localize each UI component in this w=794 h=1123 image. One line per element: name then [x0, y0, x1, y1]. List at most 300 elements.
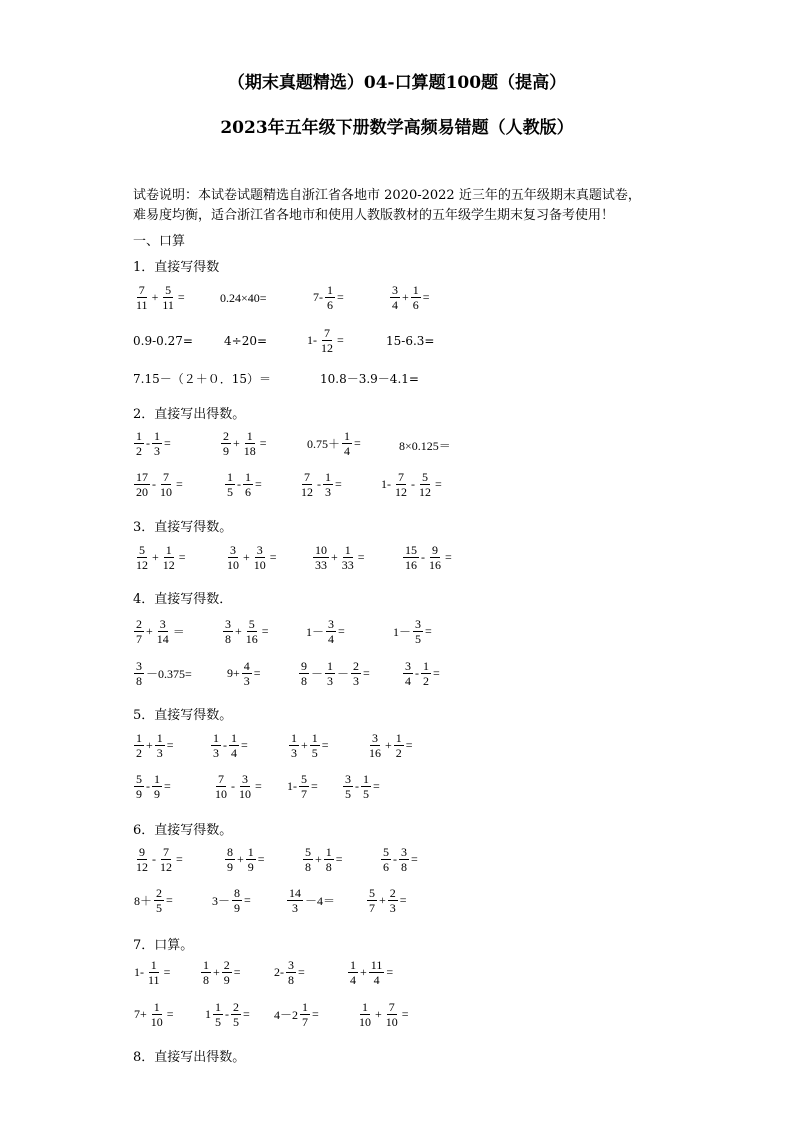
fraction — [223, 617, 233, 646]
fraction-numerator: 1 — [325, 845, 332, 859]
expression — [226, 659, 262, 688]
expression — [224, 470, 263, 499]
fraction — [134, 543, 150, 572]
fraction-numerator: 1 — [327, 283, 333, 297]
expression-text: - — [415, 666, 419, 680]
expression — [380, 470, 443, 499]
fraction-numerator: 5 — [383, 845, 389, 859]
expression-text: = — [337, 290, 344, 304]
expression-text: + — [243, 550, 250, 564]
expression-text: 1- — [307, 333, 317, 347]
fraction-numerator: 3 — [405, 659, 411, 673]
fraction-numerator: 7 — [398, 470, 404, 484]
fraction-numerator: 3 — [372, 731, 378, 745]
expression — [273, 958, 306, 987]
expression-text: = — [435, 477, 442, 491]
expression-text: 8＋ — [134, 894, 153, 908]
fraction-denominator: 11 — [136, 298, 148, 312]
fraction-numerator: 3 — [392, 283, 398, 297]
fraction-denominator: 4 — [328, 632, 335, 646]
fraction-numerator: 1 — [154, 429, 160, 443]
fraction-numerator: 14 — [289, 886, 301, 900]
fraction-denominator: 8 — [225, 632, 231, 646]
question-3-label: 3．直接写得数。 — [133, 520, 233, 535]
fraction-numerator: 1 — [231, 731, 237, 745]
expression-text: = — [166, 738, 174, 752]
expression-text: - — [146, 436, 150, 450]
expression-text: = — [338, 624, 345, 638]
expression: 0.9-0.27= — [133, 334, 193, 348]
expression-text: + — [360, 965, 367, 979]
expression — [133, 429, 172, 458]
expression-text: = — [164, 436, 171, 450]
expression-text: 7- — [313, 290, 323, 304]
expression — [402, 659, 441, 688]
fraction-numerator: 5 — [369, 886, 375, 900]
expression — [286, 886, 336, 915]
fraction-numerator: 1 — [327, 659, 334, 673]
fraction-numerator: 1 — [247, 845, 254, 859]
fraction — [146, 958, 162, 987]
expression — [273, 1000, 320, 1029]
fraction — [324, 845, 334, 874]
expression-text: － — [337, 667, 350, 681]
expression — [342, 772, 381, 801]
fraction-numerator: 1 — [350, 958, 356, 972]
fraction-numerator: 5 — [422, 470, 428, 484]
fraction-denominator: 3 — [327, 674, 334, 688]
fraction — [160, 283, 176, 312]
fraction-numerator: 1 — [362, 1000, 368, 1014]
fraction — [403, 543, 419, 572]
expression — [306, 326, 345, 355]
intro-line-1: 试卷说明：本试卷试题精选自浙江省各地市 2020-2022 近三年的五年级期末真题试卷， — [133, 188, 641, 203]
expression-text: + — [235, 624, 242, 638]
fraction-denominator: 18 — [243, 444, 256, 458]
expression — [298, 470, 343, 499]
expression-text: - — [152, 477, 156, 491]
document-subtitle: 2023年五年级下册数学高频易错题（人教版） — [220, 118, 574, 138]
fraction — [152, 429, 162, 458]
fraction-denominator: 33 — [341, 558, 354, 572]
fraction — [326, 617, 336, 646]
expression-text: = — [373, 779, 380, 793]
fraction — [232, 886, 242, 915]
fraction — [403, 659, 413, 688]
expression-text: = — [422, 290, 430, 304]
fraction-numerator: 1 — [153, 1000, 160, 1014]
expression-text: = — [244, 893, 251, 907]
expression-text: = — [176, 852, 183, 866]
expression — [306, 429, 362, 458]
fraction-denominator: 3 — [389, 901, 396, 915]
fraction-denominator: 3 — [325, 485, 331, 499]
question-5-label: 5．直接写得数。 — [133, 708, 233, 723]
expression-text: = — [386, 965, 394, 979]
expression-text: = — [259, 436, 267, 450]
fraction-numerator: 1 — [136, 731, 142, 745]
expression-text: + — [375, 1007, 382, 1021]
expression-text: = — [354, 436, 361, 450]
fraction-numerator: 3 — [159, 617, 166, 631]
expression — [133, 470, 184, 499]
fraction-denominator: 4 — [405, 674, 411, 688]
fraction — [310, 731, 320, 760]
expression-text: + — [152, 550, 159, 564]
fraction — [213, 772, 229, 801]
fraction-numerator: 2 — [223, 429, 229, 443]
fraction — [201, 958, 211, 987]
fraction-numerator: 3 — [225, 617, 231, 631]
fraction — [158, 470, 174, 499]
fraction-denominator: 9 — [227, 860, 233, 874]
expression-text: = — [166, 1007, 174, 1021]
expression-text: - — [146, 779, 150, 793]
fraction-denominator: 10 — [385, 1015, 398, 1029]
fraction-denominator: 12 — [321, 341, 333, 355]
expression-text: + — [402, 290, 409, 304]
fraction — [213, 1000, 223, 1029]
fraction — [384, 1000, 400, 1029]
expression — [133, 543, 187, 572]
fraction-denominator: 12 — [419, 485, 431, 499]
fraction — [222, 958, 232, 987]
fraction — [343, 772, 353, 801]
expression-text: = — [401, 1007, 409, 1021]
expression — [133, 731, 175, 760]
fraction-numerator: 1 — [156, 731, 163, 745]
expression-text: 1 — [205, 1007, 211, 1021]
fraction-denominator: 4 — [344, 444, 351, 458]
expression-text: + — [385, 738, 392, 752]
expression — [302, 845, 344, 874]
fraction-denominator: 7 — [136, 632, 142, 646]
fraction-denominator: 5 — [227, 485, 233, 499]
expression-text: - — [393, 852, 397, 866]
fraction — [231, 1000, 241, 1029]
expression — [389, 283, 431, 312]
expression-text: = — [335, 477, 342, 491]
fraction-denominator: 5 — [311, 746, 318, 760]
fraction — [237, 772, 253, 801]
fraction-numerator: 4 — [243, 659, 250, 673]
expression-text: = — [445, 550, 452, 564]
fraction-denominator: 16 — [245, 632, 258, 646]
fraction — [427, 543, 443, 572]
fraction — [390, 283, 400, 312]
fraction-numerator: 1 — [423, 659, 429, 673]
fraction-denominator: 6 — [245, 485, 251, 499]
fraction-numerator: 1 — [150, 958, 157, 972]
fraction-numerator: 7 — [218, 772, 224, 786]
fraction — [340, 543, 356, 572]
fraction-numerator: 5 — [165, 283, 172, 297]
fraction-numerator: 1 — [215, 1000, 221, 1014]
fraction-denominator: 16 — [405, 558, 417, 572]
fraction-denominator: 10 — [359, 1015, 371, 1029]
expression-text: + — [233, 436, 240, 450]
expression — [222, 617, 270, 646]
expression — [366, 886, 408, 915]
expression-text: = — [176, 477, 183, 491]
expression-text: = — [321, 738, 329, 752]
expression-text: - — [152, 852, 156, 866]
expression-text: + — [301, 738, 308, 752]
fraction-denominator: 9 — [234, 901, 241, 915]
fraction — [381, 845, 391, 874]
expression-text: 1－ — [393, 625, 412, 639]
fraction-numerator: 1 — [311, 731, 318, 745]
expression-text: + — [146, 624, 153, 638]
fraction-numerator: 1 — [344, 429, 351, 443]
fraction — [325, 283, 335, 312]
fraction-denominator: 16 — [429, 558, 441, 572]
expression-text: = — [261, 624, 269, 638]
fraction-denominator: 12 — [136, 558, 148, 572]
expression-text: = — [164, 779, 171, 793]
fraction — [134, 283, 150, 312]
fraction-numerator: 10 — [315, 543, 327, 557]
fraction-denominator: 8 — [301, 674, 307, 688]
expression — [219, 291, 268, 306]
fraction — [244, 617, 260, 646]
question-7-label: 7．口算。 — [133, 938, 194, 953]
expression — [204, 1000, 251, 1029]
expression-text: - — [223, 738, 227, 752]
expression-text: = — [433, 666, 440, 680]
expression-text: + — [151, 290, 159, 304]
expression-text: + — [146, 738, 153, 752]
fraction — [134, 659, 144, 688]
fraction-denominator: 8 — [288, 973, 294, 987]
fraction-denominator: 3 — [154, 444, 160, 458]
fraction — [303, 845, 313, 874]
fraction-denominator: 9 — [223, 444, 229, 458]
fraction — [421, 659, 431, 688]
fraction-numerator: 3 — [288, 958, 294, 972]
fraction-denominator: 12 — [160, 860, 172, 874]
fraction-numerator: 1 — [395, 731, 402, 745]
fraction-denominator: 8 — [203, 973, 209, 987]
fraction — [325, 659, 335, 688]
expression — [200, 958, 242, 987]
fraction — [367, 886, 377, 915]
fraction — [158, 845, 174, 874]
expression-text: - — [421, 550, 425, 564]
fraction-denominator: 4 — [350, 973, 356, 987]
fraction — [299, 772, 309, 801]
fraction-numerator: 1 — [136, 429, 142, 443]
fraction-numerator: 1 — [227, 470, 233, 484]
expression-text: + — [331, 550, 338, 564]
fraction-numerator: 2 — [389, 886, 396, 900]
fraction — [289, 731, 299, 760]
expression — [298, 659, 371, 688]
fraction — [152, 772, 162, 801]
fraction-denominator: 6 — [327, 298, 333, 312]
fraction-denominator: 5 — [345, 787, 351, 801]
fraction-numerator: 1 — [344, 543, 351, 557]
question-1-label: 1．直接写得数 — [133, 260, 220, 275]
expression-text: + — [379, 893, 386, 907]
fraction — [300, 1000, 310, 1029]
fraction-denominator: 3 — [156, 746, 163, 760]
expression — [398, 437, 452, 454]
expression-text: = — [298, 965, 305, 979]
fraction-denominator: 6 — [383, 860, 389, 874]
expression-text: －4＝ — [305, 894, 336, 908]
fraction — [243, 470, 253, 499]
fraction-denominator: 11 — [148, 973, 160, 987]
expression — [347, 958, 394, 987]
fraction — [246, 845, 256, 874]
expression-text: = — [255, 477, 262, 491]
expression-text: －0.375= — [146, 667, 192, 681]
fraction-numerator: 3 — [230, 543, 236, 557]
expression: 10.8－3.9－4.1= — [320, 372, 419, 386]
fraction — [134, 772, 144, 801]
fraction-numerator: 7 — [138, 283, 145, 297]
fraction-denominator: 10 — [239, 787, 251, 801]
fraction-numerator: 1 — [203, 958, 209, 972]
expression — [392, 617, 433, 646]
expression — [224, 845, 266, 874]
expression-text: - — [355, 779, 359, 793]
fraction — [225, 470, 235, 499]
expression — [133, 845, 184, 874]
expression-text: - — [317, 477, 321, 491]
expression — [220, 429, 268, 458]
fraction — [393, 470, 409, 499]
fraction-denominator: 3 — [292, 901, 298, 915]
fraction — [229, 731, 239, 760]
expression — [305, 617, 346, 646]
fraction-denominator: 10 — [253, 558, 266, 572]
fraction-denominator: 5 — [215, 1015, 221, 1029]
fraction-denominator: 3 — [243, 674, 250, 688]
fraction-numerator: 3 — [242, 772, 248, 786]
expression-text: 1- — [134, 965, 144, 979]
fraction — [413, 617, 423, 646]
expression — [288, 731, 330, 760]
fraction-numerator: 2 — [136, 617, 142, 631]
fraction-numerator: 5 — [139, 543, 145, 557]
fraction-denominator: 2 — [423, 674, 429, 688]
fraction — [225, 845, 235, 874]
fraction — [287, 886, 303, 915]
fraction-denominator: 3 — [213, 746, 219, 760]
fraction-numerator: 3 — [328, 617, 335, 631]
expression-text: = — [425, 624, 432, 638]
fraction-numerator: 2 — [233, 1000, 239, 1014]
expression — [312, 543, 366, 572]
expression — [312, 283, 345, 312]
expression — [366, 731, 414, 760]
expression-text: = — [243, 1007, 250, 1021]
fraction-denominator: 11 — [162, 298, 174, 312]
fraction-denominator: 6 — [412, 298, 419, 312]
fraction — [154, 886, 164, 915]
fraction-denominator: 5 — [156, 901, 163, 915]
fraction — [134, 617, 144, 646]
fraction-denominator: 20 — [136, 485, 148, 499]
fraction-numerator: 1 — [246, 429, 253, 443]
fraction-numerator: 1 — [412, 283, 419, 297]
fraction — [134, 429, 144, 458]
fraction-denominator: 12 — [136, 860, 148, 874]
fraction-denominator: 16 — [369, 746, 381, 760]
fraction-numerator: 9 — [139, 845, 145, 859]
fraction-numerator: 1 — [213, 731, 219, 745]
expression-text: = — [269, 550, 277, 564]
fraction-numerator: 17 — [136, 470, 148, 484]
expression — [133, 617, 186, 646]
fraction — [313, 543, 329, 572]
fraction-numerator: 9 — [301, 659, 307, 673]
fraction-numerator: 1 — [325, 470, 331, 484]
fraction-denominator: 9 — [247, 860, 254, 874]
question-8-label: 8．直接写出得数。 — [133, 1050, 246, 1065]
fraction-denominator: 8 — [401, 860, 407, 874]
expression-text: + — [237, 852, 244, 866]
fraction-numerator: 5 — [136, 772, 142, 786]
expression — [402, 543, 453, 572]
expression-text: = — [399, 893, 407, 907]
fraction — [211, 731, 221, 760]
expression-text: = — [166, 893, 173, 907]
fraction — [155, 617, 171, 646]
expression — [133, 772, 172, 801]
expression-text: + — [213, 965, 220, 979]
fraction-denominator: 5 — [363, 787, 369, 801]
expression-text: - — [237, 477, 241, 491]
fraction — [348, 958, 358, 987]
fraction-numerator: 7 — [388, 1000, 395, 1014]
fraction-denominator: 12 — [162, 558, 175, 572]
expression-text: 9+ — [227, 666, 240, 680]
expression-text: 7+ — [134, 1007, 147, 1021]
fraction-denominator: 7 — [301, 787, 307, 801]
expression — [133, 1000, 175, 1029]
expression-text: = — [311, 779, 318, 793]
expression-text: = — [337, 333, 344, 347]
fraction-numerator: 5 — [301, 772, 307, 786]
expression-text: + — [315, 852, 322, 866]
fraction-denominator: 33 — [315, 558, 327, 572]
expression-text: = — [411, 852, 418, 866]
expression-text: = — [178, 550, 186, 564]
fraction-denominator: 8 — [325, 860, 332, 874]
fraction — [155, 731, 165, 760]
expression-text: - — [225, 1007, 229, 1021]
section-heading: 一、口算 — [133, 234, 186, 249]
fraction — [351, 659, 361, 688]
fraction-denominator: 5 — [415, 632, 422, 646]
fraction — [286, 958, 296, 987]
question-4-label: 4．直接写得数． — [133, 592, 233, 607]
expression-text: 0.75＋ — [307, 437, 341, 451]
expression-text: = — [163, 965, 171, 979]
expression-text: = — [233, 965, 241, 979]
question-2-label: 2．直接写出得数。 — [133, 407, 246, 422]
expression-text: 1－ — [306, 625, 325, 639]
fraction-denominator: 2 — [136, 444, 142, 458]
fraction — [394, 731, 404, 760]
fraction-denominator: 4 — [231, 746, 237, 760]
expression — [211, 886, 252, 915]
fraction-numerator: 1 — [302, 1000, 309, 1014]
fraction-denominator: 8 — [136, 674, 142, 688]
